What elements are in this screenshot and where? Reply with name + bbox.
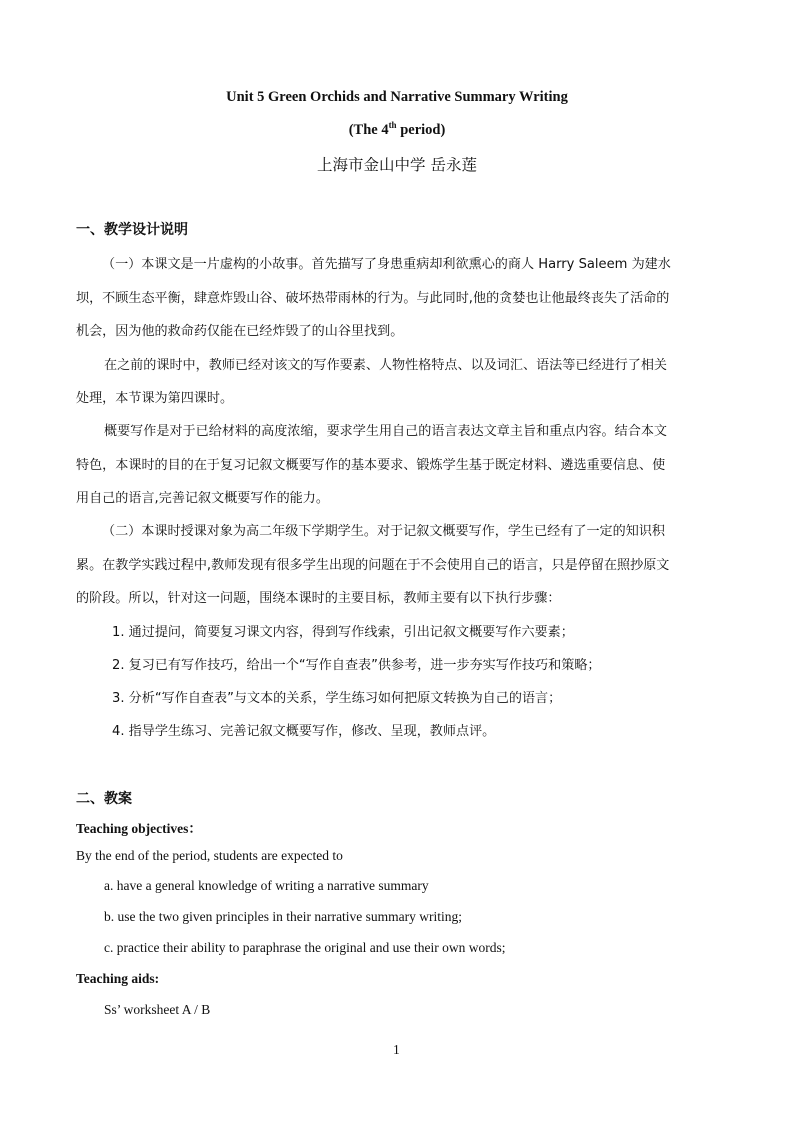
- objective-item: b. use the two given principles in their narrative summary writing;: [104, 909, 463, 924]
- objectives-intro: By the end of the period, students are expected to: [76, 848, 343, 863]
- objective-item: a. have a general knowledge of writing a narrative summary: [104, 878, 429, 893]
- paragraph-line: 在之前的课时中，教师已经对该文的写作要素、人物性格特点、以及词汇、语法等已经进行了相关: [104, 358, 668, 373]
- paragraph-line: 的阶段。所以，针对这一问题，围绕本课时的主要目标，教师主要有以下执行步骤：: [76, 591, 561, 606]
- step-item: 4. 指导学生练习、完善记叙文概要写作，修改、呈现，教师点评。: [112, 724, 496, 739]
- section-heading-design: 一、教学设计说明: [76, 222, 188, 238]
- paragraph-line: （二）本课时授课对象为高二年级下学期学生。对于记叙文概要写作，学生已经有了一定的知识积: [102, 524, 666, 539]
- step-item: 2. 复习已有写作技巧，给出一个“写作自查表”供参考，进一步夯实写作技巧和策略；: [112, 658, 601, 673]
- paragraph-line: 机会，因为他的救命药仅能在已经炸毁了的山谷里找到。: [76, 324, 404, 339]
- objective-item: c. practice their ability to paraphrase the original and use their own words;: [104, 940, 506, 955]
- document-title: Unit 5 Green Orchids and Narrative Summary Writing: [226, 89, 568, 105]
- paragraph-line: 用自己的语言,完善记叙文概要写作的能力。: [76, 491, 329, 506]
- paragraph-line: 特色，本课时的目的在于复习记叙文概要写作的基本要求、锻炼学生基于既定材料、遴选重要信息、使: [76, 458, 666, 473]
- aids-label: Teaching aids:: [76, 971, 160, 986]
- page-number: 1: [393, 1042, 400, 1057]
- author-line: 上海市金山中学 岳永莲: [317, 156, 477, 174]
- objectives-label: Teaching objectives：: [76, 821, 202, 836]
- paragraph-line: 处理，本节课为第四课时。: [76, 391, 234, 406]
- period-superscript: th: [388, 120, 397, 130]
- section-heading-lesson-plan: 二、教案: [76, 791, 132, 807]
- document-subtitle: [0, 120, 794, 139]
- period-suffix: period): [396, 121, 446, 138]
- step-item: 3. 分析“写作自查表”与文本的关系，学生练习如何把原文转换为自己的语言；: [112, 691, 562, 706]
- paragraph-line: 累。在教学实践过程中,教师发现有很多学生出现的问题在于不会使用自己的语言，只是停留在照抄原文: [76, 558, 670, 573]
- step-item: 1. 通过提问，简要复习课文内容，得到写作线索，引出记叙文概要写作六要素；: [112, 625, 574, 640]
- paragraph-line: 概要写作是对于已给材料的高度浓缩，要求学生用自己的语言表达文章主旨和重点内容。结合本文: [104, 424, 668, 439]
- paragraph-line: （一）本课文是一片虚构的小故事。首先描写了身患重病却利欲熏心的商人 Harry Saleem 为建水: [102, 257, 671, 272]
- period-prefix: (The 4: [348, 121, 389, 138]
- paragraph-line: 坝，不顾生态平衡，肆意炸毁山谷、破坏热带雨林的行为。与此同时,他的贪婪也让他最终丧失了活命的: [76, 291, 670, 306]
- aids-item: Ss’ worksheet A / B: [104, 1002, 211, 1017]
